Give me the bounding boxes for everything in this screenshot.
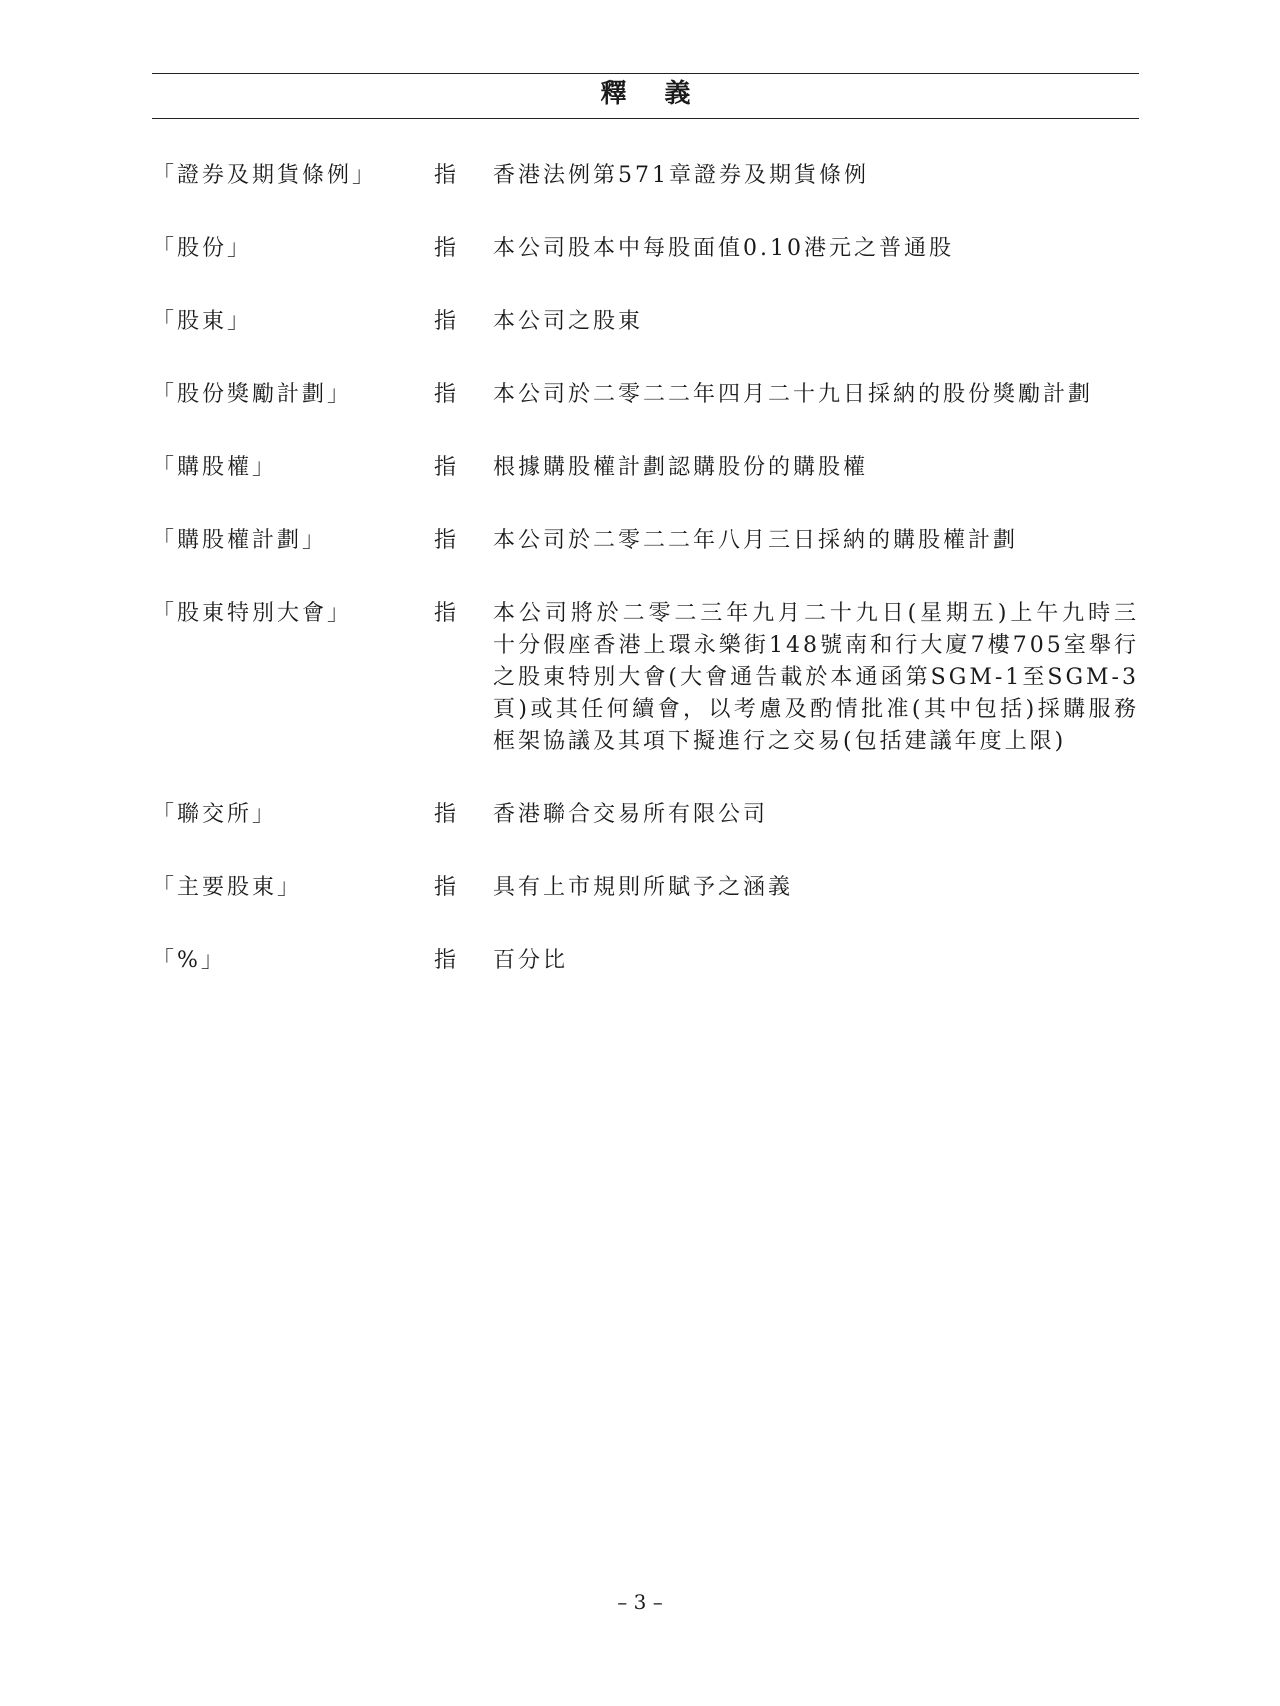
page-number: – 3 – xyxy=(617,1590,663,1614)
definition-meaning: 具有上市規則所賦予之涵義 xyxy=(493,875,794,900)
definition-meaning: 本公司於二零二二年四月二十九日採納的股份獎勵計劃 xyxy=(493,382,1094,407)
definition-means: 指 xyxy=(434,875,457,900)
definition-meaning: 香港法例第571章證券及期貨條例 xyxy=(493,163,869,188)
definition-term: 「股東特別大會」 xyxy=(152,601,353,626)
definition-row xyxy=(152,306,1139,338)
definition-means: 指 xyxy=(434,309,457,334)
definition-term: 「股份」 xyxy=(152,236,253,261)
definition-row xyxy=(152,452,1139,484)
definition-row xyxy=(152,799,1139,831)
definition-meaning: 本公司於二零二二年八月三日採納的購股權計劃 xyxy=(493,528,1019,553)
definition-meaning: 本公司股本中每股面值0.10港元之普通股 xyxy=(493,236,954,261)
definition-row xyxy=(152,598,1139,758)
definition-means: 指 xyxy=(434,236,457,261)
definition-row xyxy=(152,233,1139,265)
definitions-list xyxy=(152,160,1139,977)
definition-term: 「主要股東」 xyxy=(152,875,303,900)
definition-meaning: 本公司將於二零二三年九月二十九日(星期五)上午九時三十分假座香港上環永樂街148號南和行大廈7樓705室舉行之股東特別大會(大會通告載於本通函第SGM-1至SGM-3頁)或其任何續會，以考慮及酌情批准(其中包括)採購服務框架協議及其項下擬進行之交易(包括建議年度上限) xyxy=(493,601,1139,754)
definition-term: 「股份獎勵計劃」 xyxy=(152,382,353,407)
definition-row xyxy=(152,379,1139,411)
definition-meaning: 百分比 xyxy=(493,948,569,973)
page-header xyxy=(152,73,1139,119)
definition-means: 指 xyxy=(434,528,457,553)
definition-term: 「購股權計劃」 xyxy=(152,528,328,553)
page-title: 釋義 xyxy=(600,79,729,109)
definition-means: 指 xyxy=(434,382,457,407)
definition-row xyxy=(152,945,1139,977)
definition-term: 「證券及期貨條例」 xyxy=(152,163,378,188)
definition-row xyxy=(152,872,1139,904)
definition-means: 指 xyxy=(434,601,457,626)
definition-means: 指 xyxy=(434,455,457,480)
definition-row xyxy=(152,160,1139,192)
definition-means: 指 xyxy=(434,802,457,827)
definition-term: 「聯交所」 xyxy=(152,802,278,827)
definition-meaning: 香港聯合交易所有限公司 xyxy=(493,802,769,827)
definition-means: 指 xyxy=(434,163,457,188)
definition-term: 「股東」 xyxy=(152,309,253,334)
definition-meaning: 本公司之股東 xyxy=(493,309,644,334)
definition-meaning: 根據購股權計劃認購股份的購股權 xyxy=(493,455,869,480)
definition-term: 「購股權」 xyxy=(152,455,278,480)
definition-row xyxy=(152,525,1139,557)
definition-means: 指 xyxy=(434,948,457,973)
definition-term: 「%」 xyxy=(152,948,226,973)
